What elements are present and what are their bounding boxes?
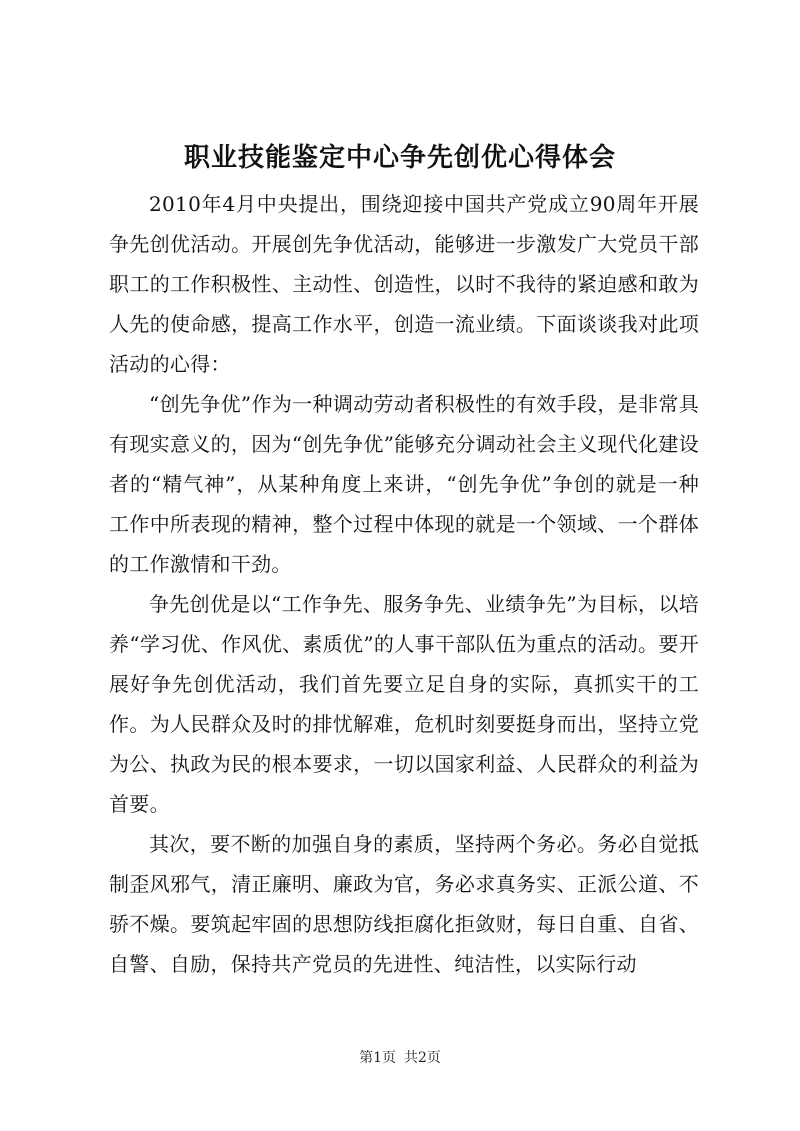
- page-total: 共2页: [404, 1050, 441, 1066]
- paragraph-1: 2010年4月中央提出，围绕迎接中国共产党成立90周年开展争先创优活动。开展创先争优活动，能够进一步激发广大党员干部职工的工作积极性、主动性、创造性，以时不我待的紧迫感和敢为人先的使命感，提高工作水平，创造一流业绩。下面谈谈我对此项活动的心得：: [109, 192, 699, 376]
- paragraph-4: 其次，要不断的加强自身的素质，坚持两个务必。务必自觉抵制歪风邪气，清正廉明、廉政为官，务必求真务实、正派公道、不骄不燥。要筑起牢固的思想防线拒腐化拒敛财，每日自重、自省、自警、自励，保持共产党员的先进性、纯洁性，以实际行动: [109, 832, 699, 976]
- page-number: 第1页: [359, 1050, 396, 1066]
- page-footer: [0, 1048, 800, 1068]
- paragraph-3: 争先创优是以“工作争先、服务争先、业绩争先”为目标，以培养“学习优、作风优、素质优”的人事干部队伍为重点的活动。要开展好争先创优活动，我们首先要立足自身的实际，真抓实干的工作。为人民群众及时的排忧解难，危机时刻要挺身而出，坚持立党为公、执政为民的根本要求，一切以国家利益、人民群众的利益为首要。: [109, 592, 699, 816]
- document-body: [109, 184, 699, 984]
- document-title: 职业技能鉴定中心争先创优心得体会: [183, 143, 616, 173]
- paragraph-2: “创先争优”作为一种调动劳动者积极性的有效手段，是非常具有现实意义的，因为“创先争优”能够充分调动社会主义现代化建设者的“精气神”，从某种角度上来讲，“创先争优”争创的就是一种工作中所表现的精神，整个过程中体现的就是一个领域、一个群体的工作激情和干劲。: [109, 392, 699, 576]
